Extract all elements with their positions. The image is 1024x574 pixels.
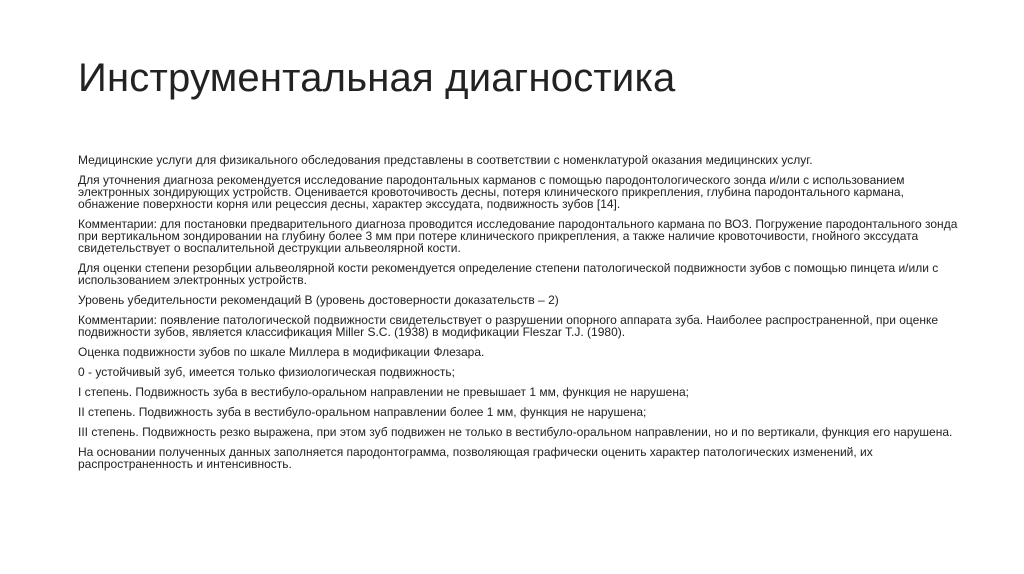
slide-body (78, 154, 958, 478)
paragraph: Для оценки степени резорбции альвеолярной кости рекомендуется определение степени патологической подвижности зубов с помощью пинцета и/или с использованием электронных устройств. (78, 261, 939, 287)
paragraph: Для уточнения диагноза рекомендуется исследование пародонтальных карманов с помощью пародонтологического зонда и/или с использованием электронных зондирующих устройств. Оценивается кровоточивость десны, потеря клинического прикрепления, глубина пародонтального кармана, обнажение поверхности корня или рецессия десны, характер экссудата, подвижность зубов [14]. (78, 173, 905, 211)
paragraph: Комментарии: появление патологической подвижности свидетельствует о разрушении опорного аппарата зуба. Наиболее распространенной, при оценке подвижности зубов, является классификация Miller S.C. (1938) в модификации Fleszar T.J. (1980). (78, 313, 939, 339)
paragraph: Оценка подвижности зубов по шкале Миллера в модификации Флезара. (78, 345, 485, 359)
paragraph: III степень. Подвижность резко выражена, при этом зуб подвижен не только в вестибуло-оральном направлении, но и по вертикали, функция его нарушена. (78, 425, 953, 439)
paragraph: Уровень убедительности рекомендаций В (уровень достоверности доказательств – 2) (78, 293, 559, 307)
slide-title: Инструментальная диагностика (78, 56, 676, 100)
paragraph: На основании полученных данных заполняется пародонтограмма, позволяющая графически оценить характер патологических изменений, их распространенность и интенсивность. (78, 445, 873, 471)
paragraph: I степень. Подвижность зуба в вестибуло-оральном направлении не превышает 1 мм, функция не нарушена; (78, 385, 689, 399)
paragraph: Медицинские услуги для физикального обследования представлены в соответствии с номенклатурой оказания медицинских услуг. (78, 153, 813, 167)
paragraph: II степень. Подвижность зуба в вестибуло-оральном направлении более 1 мм, функция не нарушена; (78, 405, 647, 419)
paragraph: 0 - устойчивый зуб, имеется только физиологическая подвижность; (78, 365, 455, 379)
paragraph: Комментарии: для постановки предварительного диагноза проводится исследование пародонтального кармана по ВОЗ. Погружение пародонтального зонда при вертикальном зондировании на глубину более 3 мм при потере клинического прикрепления, а также наличие кровоточивости, гнойного экссудата свидетельствует о воспалительной деструкции альвеолярной кости. (78, 217, 958, 255)
